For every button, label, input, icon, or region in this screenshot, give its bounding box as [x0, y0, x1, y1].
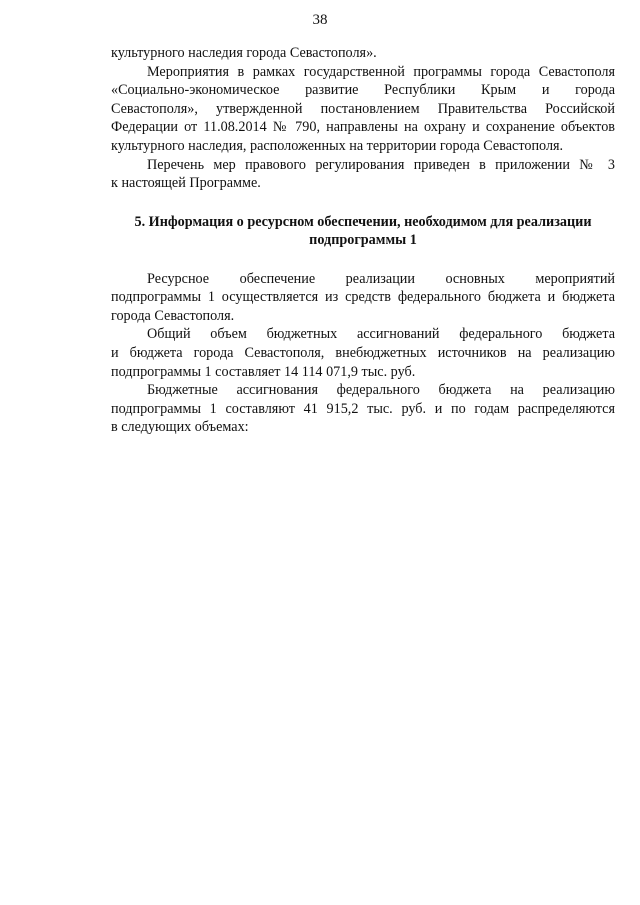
text-line: Ресурсное обеспечение реализации основных мероприятий — [147, 270, 615, 287]
text-line: города Севастополя. — [111, 307, 235, 324]
text-line: в следующих объемах: — [111, 419, 249, 436]
text-line: Общий объем бюджетных ассигнований федерального бюджета — [147, 326, 615, 343]
section-heading — [111, 213, 615, 250]
paragraph-total-allocation — [111, 325, 615, 381]
paragraph-intro — [111, 44, 615, 63]
text-line: Мероприятия в рамках государственной программы города Севастополя — [147, 63, 615, 80]
text-line: культурного наследия города Севастополя». — [111, 45, 377, 61]
paragraph-federal-budget — [111, 381, 615, 437]
heading-line: 5. Информация о ресурсном обеспечении, необходимом для реализации — [134, 213, 592, 230]
paragraph-measures — [111, 63, 615, 156]
text-line: подпрограммы 1 осуществляется из средств федерального бюджета и бюджета — [111, 289, 615, 306]
text-line: к настоящей Программе. — [111, 175, 261, 192]
text-line: Севастополя», утвержденной постановлением Правительства Российской — [111, 100, 615, 117]
paragraph-resource-provision — [111, 270, 615, 326]
page-number: 38 — [312, 12, 328, 28]
text-line: подпрограммы 1 составляет 14 114 071,9 тыс. руб. — [111, 363, 416, 380]
heading-line: подпрограммы 1 — [309, 232, 417, 249]
text-line: Перечень мер правового регулирования приведен в приложении № 3 — [147, 156, 615, 173]
text-line: подпрограммы 1 составляют 41 915,2 тыс. руб. и по годам распределяются — [111, 400, 615, 417]
text-line: и бюджета города Севастополя, внебюджетных источников на реализацию — [111, 344, 615, 361]
text-line: «Социально-экономическое развитие Республики Крым и города — [111, 82, 615, 99]
paragraph-list-reference — [111, 156, 615, 193]
text-line: Федерации от 11.08.2014 № 790, направлены на охрану и сохранение объектов — [111, 119, 615, 136]
document-body — [111, 44, 615, 437]
text-line: Бюджетные ассигнования федерального бюджета на реализацию — [147, 382, 615, 399]
text-line: культурного наследия, расположенных на территории города Севастополя. — [111, 137, 564, 154]
